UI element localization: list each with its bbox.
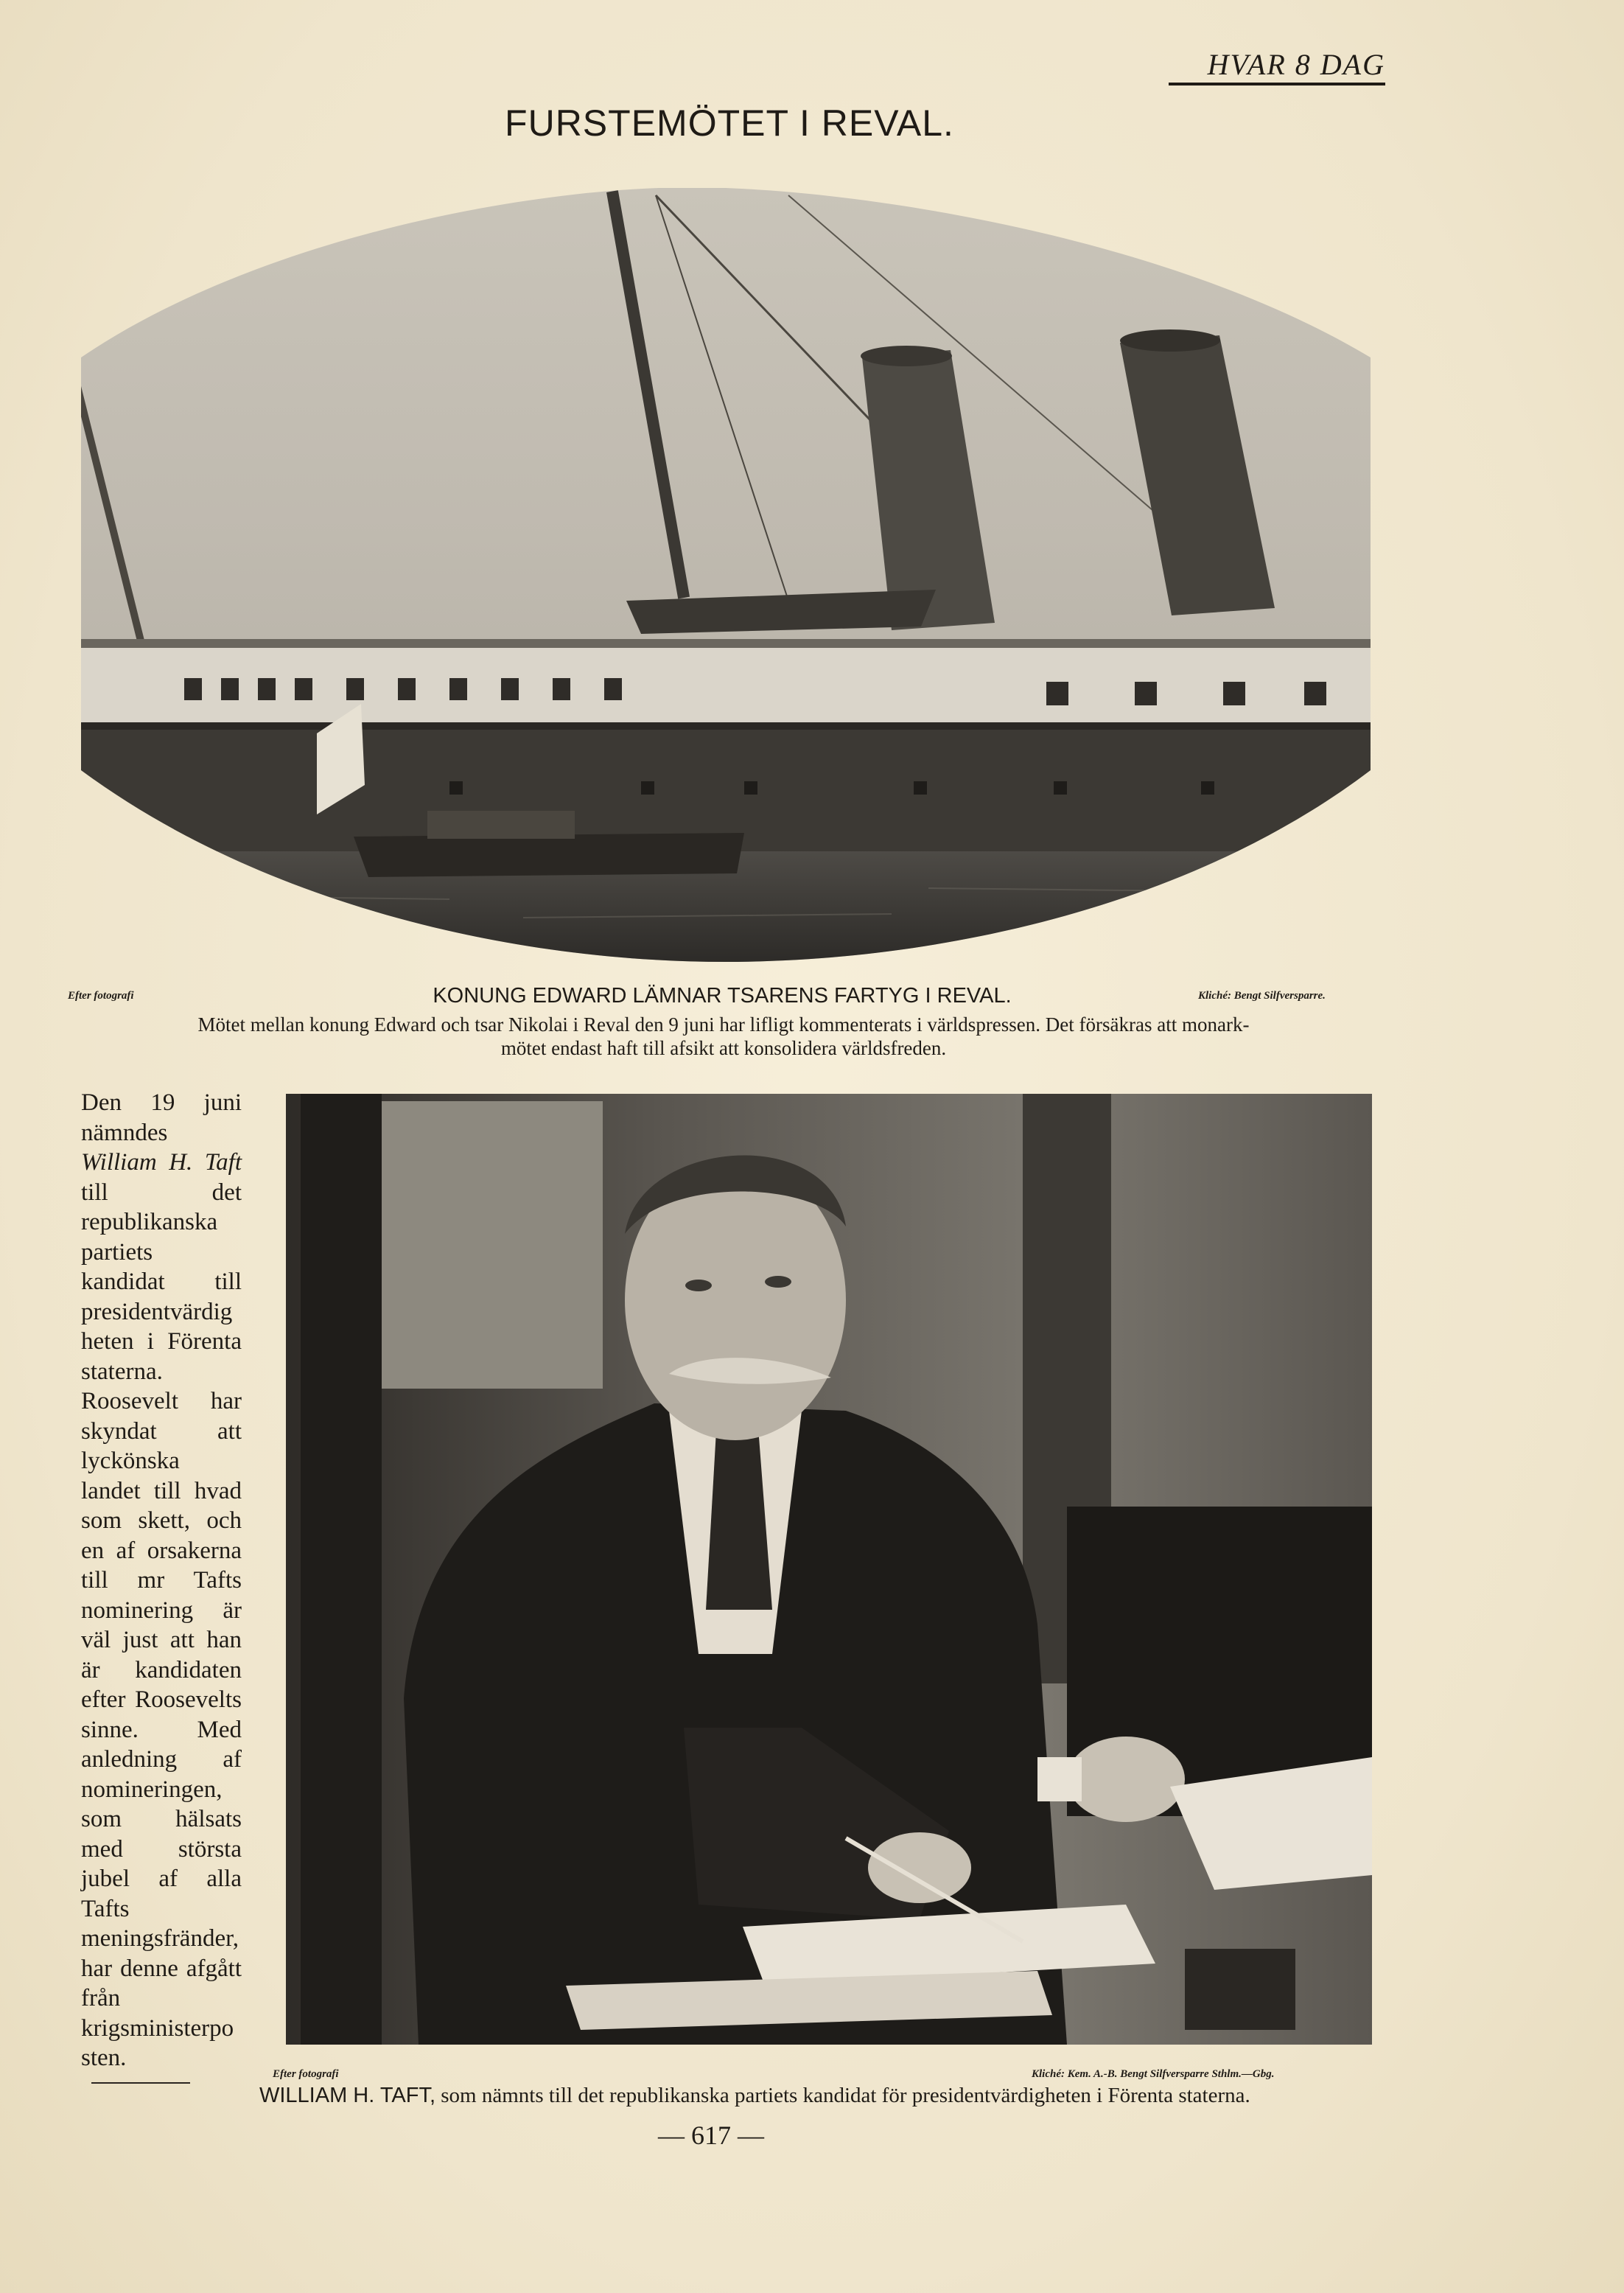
article-body: till det republikanska partiets kandidat till presidentvärdigheten i Förenta staterna. Roosevelt har skyndat att lyckönska landet till hvad som skett, och en af orsakerna till mr Tafts nominering är väl just att han är kandidaten efter Roosevelts sinne. Med anledning af nomineringen, som hälsats med största jubel af alla Tafts meningsfränder, har denne afgått från krigsministerposten. [81, 1179, 242, 2071]
portrait-cliche-credit: Kliché: Kem. A.-B. Bengt Silfversparre Sthlm.—Gbg. [1032, 2068, 1275, 2080]
ship-caption-body [68, 1013, 1379, 1060]
article-intro: Den 19 juni nämndes [81, 1089, 242, 1146]
ship-caption-line: mötet endast haft till afsikt att konsolidera världsfreden. [500, 1037, 947, 1059]
article-text [81, 1088, 242, 2073]
page-title: FURSTEMÖTET I REVAL. [505, 102, 954, 144]
ship-cliche-credit: Kliché: Bengt Silfversparre. [1198, 990, 1326, 1002]
ship-caption-line: Mötet mellan konung Edward och tsar Nikolai i Reval den 9 juni har lifligt kommenterats i världspressen. Det försäkras att monark- [197, 1013, 1250, 1036]
ship-photo [81, 188, 1371, 962]
portrait-caption [259, 2083, 1379, 2108]
ship-caption-title: KONUNG EDWARD LÄMNAR TSARENS FARTYG I REVAL. [433, 984, 1012, 1008]
portrait-photo [286, 1094, 1372, 2045]
portrait-caption-name: WILLIAM H. TAFT, [259, 2084, 436, 2107]
page-number: — 617 — [658, 2121, 764, 2150]
ship-photo-credit: Efter fotografi [68, 990, 134, 1002]
portrait-photo-credit: Efter fotografi [273, 2068, 339, 2080]
portrait-caption-text: som nämnts till det republikanska partiets kandidat för presidentvärdigheten i Förenta staterna. [441, 2084, 1250, 2107]
header-rule [1169, 83, 1385, 85]
article-name: William H. Taft [81, 1149, 242, 1176]
column-end-rule [91, 2082, 190, 2084]
magazine-name: HVAR 8 DAG [1207, 48, 1385, 81]
